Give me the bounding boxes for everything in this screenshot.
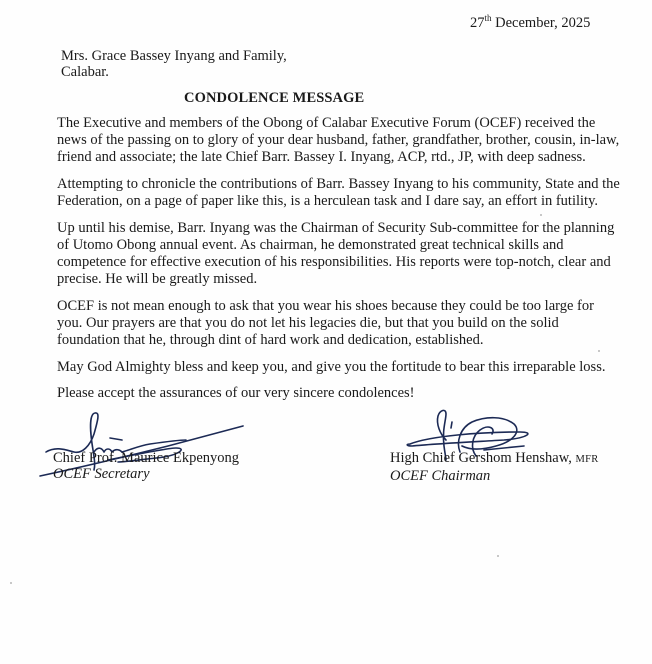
scan-speck [10,582,12,584]
paragraph-line: The Executive and members of the Obong of Calabar Executive Forum (OCEF) received the [57,115,596,131]
chairman-signature-block [390,450,599,484]
chairman-name-line [390,450,599,468]
letter-date [470,14,590,32]
addressee-block [61,48,287,80]
paragraph-line: competence for effective execution of his responsibilities. His reports were top-notch, clear and [57,254,611,270]
paragraph-legacy [57,298,637,349]
date-day: 27 [470,15,485,31]
letter-body [57,115,637,412]
paragraph-service [57,220,637,288]
paragraph-line: news of the passing on to glory of your dear husband, father, grandfather, brother, cousin, in-law, [57,132,620,148]
chairman-name: High Chief Gershom Henshaw, [390,450,576,466]
letter-title: CONDOLENCE MESSAGE [184,90,365,106]
date-month-year: December, 2025 [491,15,591,31]
addressee-name: Mrs. Grace Bassey Inyang and Family, [61,48,287,64]
paragraph-line: friend and associate; the late Chief Barr. Bassey I. Inyang, ACP, rtd., JP, with deep sadness. [57,149,586,165]
paragraph-line: Federation, on a page of paper like this, is a herculean task and I dare say, an effort in futility. [57,193,599,209]
date-ordinal: th [484,13,492,23]
paragraph-line: you. Our prayers are that you do not let his legacies die, but that you build on the solid [57,315,559,331]
scan-speck [540,214,542,216]
paragraph-line: May God Almighty bless and keep you, and give you the fortitude to bear this irreparable loss. [57,359,606,375]
paragraph-line: precise. He will be greatly missed. [57,271,258,287]
chairman-honor-suffix: MFR [575,454,599,465]
paragraph-contributions [57,176,637,210]
paragraph-announcement [57,115,637,166]
secretary-name: Chief Prof. Maurice Ekpenyong [53,450,240,466]
paragraph-closing [57,385,637,402]
chairman-role: OCEF Chairman [390,468,491,484]
paragraph-line: of Utomo Obong annual event. As chairman, he demonstrated great technical skills and [57,237,564,253]
paragraph-blessing [57,359,637,376]
paragraph-line: foundation that he, through dint of hard work and dedication, established. [57,332,484,348]
scan-speck [497,555,499,557]
addressee-city: Calabar. [61,64,109,80]
paragraph-line: OCEF is not mean enough to ask that you wear his shoes because they could be too large for [57,298,594,314]
paragraph-line: Attempting to chronicle the contributions of Barr. Bassey Inyang to his community, State and the [57,176,620,192]
secretary-role: OCEF Secretary [53,466,150,482]
paragraph-line: Up until his demise, Barr. Inyang was the Chairman of Security Sub-committee for the planning [57,220,615,236]
paragraph-line: Please accept the assurances of our very sincere condolences! [57,385,415,401]
scan-speck [598,350,600,352]
secretary-signature-block [53,450,239,482]
